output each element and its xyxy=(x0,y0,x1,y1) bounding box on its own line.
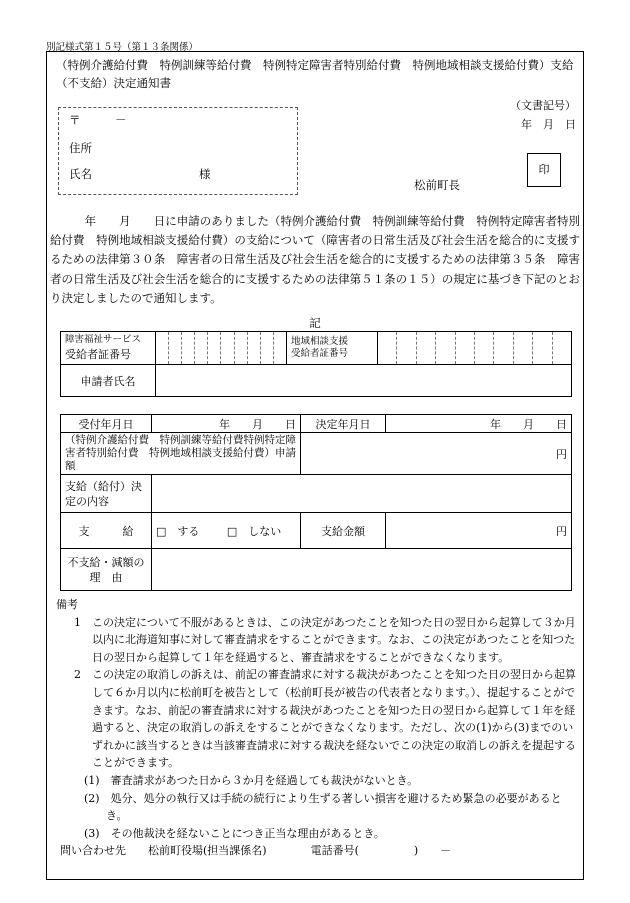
reason-field[interactable] xyxy=(152,549,572,591)
payment-label: 支 給 xyxy=(61,513,152,549)
honorific: 様 xyxy=(199,167,211,181)
note-sub-1: (1) 審査請求があつた日から３か月を経過しても裁決がないとき。 xyxy=(84,773,419,787)
option-no-checkbox[interactable]: □ しない xyxy=(226,524,282,538)
decision-date-value[interactable]: 年 月 日 xyxy=(386,415,572,433)
note-sub-2: (2) 処分、処分の執行又は手続の続行により生ずる著しい損害を避けるため緊急の必要があるとき。 xyxy=(84,791,562,823)
certificate-table xyxy=(60,331,572,397)
decision-content-label: 支給（給付）決定の内容 xyxy=(61,475,152,513)
ki-heading: 記 xyxy=(309,316,321,330)
body-paragraph: 年 月 日に申請のありました（特例介護給付費 特例訓練等給付費 特例特定障害者特別給付費 特例地域相談支援給付費）の支給について（障害者の日常生活及び社会生活を総合的に支援するための法律第３０条 障害者の日常生活及び社会生活を総合的に支援するための法律第３５条 障害者の日常生活及び社会生活を総合的に支援するための法律第５１条の１５）の規定に基づき下記のとおり決定しましたので通知します。 xyxy=(50,214,580,305)
contact-line: 問い合わせ先 松前町役場(担当課係名) 電話番号( ) － xyxy=(60,844,452,857)
note-item-1: 1 この決定について不服があるときは、この決定があつたことを知つた日の翌日から起算して３か月以内に北海道知事に対して審査請求をすることができます。なお、この決定があつたことを知つた日の翌日から起算して１年を経過すると、審査請求をすることができなくなります。 xyxy=(74,615,576,664)
regional-cert-label: 地域相談支援 受給者証番号 xyxy=(287,332,378,365)
form-number: 別記様式第１５号（第１３条関係） xyxy=(46,42,199,53)
notes-heading: 備考 xyxy=(56,598,78,611)
application-amount-label: （特例介護給付費 特例訓練等給付費特例特定障害者特別給付費 特例地域相談支援給付費）申請額 xyxy=(61,433,301,475)
note-item-2: 2 この決定の取消しの訴えは、前記の審査請求に対する裁決があつたことを知つた日の翌日から起算して６か月以内に松前町を被告として（松前町長が被告の代表者となります。）、提起することができます。なお、前記の審査請求に対する裁決があつたことを知つた日の翌日から起算して１年を経過すると、決定の取消しの訴えをすることができなくなります。ただし、次の(1)から(3)までのいずれかに該当するときは当該審査請求に対する裁決を経ないでこの決定の取消しの訴えを提起することができます。 xyxy=(74,668,576,770)
reason-label: 不支給・減額の 理 由 xyxy=(61,549,152,591)
note-sub-3: (3) その他裁決を経ないことにつき正当な理由があるとき。 xyxy=(84,826,385,840)
applicant-label: 申請者氏名 xyxy=(61,365,156,397)
document-number: （文書記号） xyxy=(510,99,576,112)
option-yes-checkbox[interactable]: □ する xyxy=(156,524,200,538)
notes-section xyxy=(56,596,580,842)
postal-code: 〒 － xyxy=(69,113,127,127)
regional-cert-number-field[interactable] xyxy=(378,332,572,365)
receipt-date-value[interactable]: 年 月 日 xyxy=(152,415,301,433)
service-cert-number-field[interactable] xyxy=(156,332,287,365)
issue-date: 年 月 日 xyxy=(521,118,576,131)
document-title: （特例介護給付費 特例訓練等給付費 特例特定障害者特別給付費 特例地域相談支援給付費）支給（不支給）決定通知書 xyxy=(56,58,574,90)
decision-date-label: 決定年月日 xyxy=(301,415,386,433)
applicant-name-field[interactable] xyxy=(156,365,572,397)
payment-amount-field[interactable]: 円 xyxy=(386,513,572,549)
seal-stamp: 印 xyxy=(527,153,561,187)
receipt-date-label: 受付年月日 xyxy=(61,415,152,433)
address-label: 住所 xyxy=(69,141,92,155)
application-amount-field[interactable]: 円 xyxy=(301,433,572,475)
service-cert-label: 障害福祉サービス 受給者証番号 xyxy=(61,332,156,365)
decision-content-field[interactable] xyxy=(152,475,572,513)
payment-amount-label: 支給金額 xyxy=(301,513,386,549)
issuer: 松前町長 xyxy=(414,178,460,192)
address-block xyxy=(58,107,298,195)
decision-table xyxy=(60,414,572,591)
name-label: 氏名 xyxy=(69,167,92,181)
payment-options[interactable] xyxy=(152,513,301,549)
